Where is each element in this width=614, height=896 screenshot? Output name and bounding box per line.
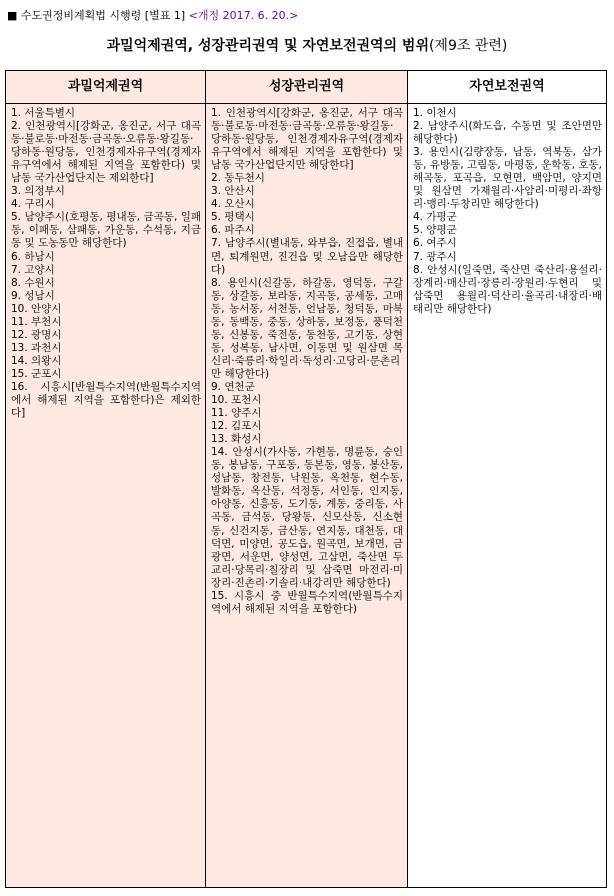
list-item: 11. 부천시 [11, 315, 62, 328]
square-bullet-icon: ■ [7, 9, 18, 22]
region-list [206, 104, 407, 616]
list-item: 7. 고양시 [11, 263, 55, 276]
title-article-ref: (제9조 관련) [428, 38, 508, 54]
list-item: 9. 성남시 [11, 289, 55, 302]
list-item: 12. 광명시 [11, 328, 62, 341]
column-heading: 성장관리권역 [206, 71, 407, 104]
column-nature-conservation [408, 71, 606, 887]
document-title [0, 36, 614, 56]
list-item: 4. 구리시 [11, 198, 55, 211]
list-item: 2. 인천광역시[강화군, 옹진군, 서구 대곡동·불로동·마전동·금곡동·오류동·왕길동·당하동·원당동, 인천경제자유구역(경제자유구역에서 해제된 지역을 포함한다) 및 남동 국가산업단지는 제외한다] [11, 120, 201, 185]
list-item: 1. 인천광역시[강화군, 옹진군, 서구 대곡동·불로동·마전동·금곡동·오류동·왕길동·당하동·원당동, 인천경제자유구역(경제자유구역에서 해제된 지역을 포함한다) 및 남동 국가산업단지만 해당한다] [211, 107, 403, 172]
list-item: 16. 시흥시[반월특수지역(반월특수지역에서 해제된 지역을 포함한다)은 제외한다] [11, 380, 201, 420]
list-item: 4. 가평군 [413, 211, 457, 224]
list-item: 3. 용인시(김량장동, 남동, 역북동, 삼가동, 유방동, 고림동, 마평동, 운학동, 호동, 해곡동, 포곡읍, 모현면, 백암면, 양지면 및 원삼면 가재월리·사암리·미평리·좌항리·맹리·두창리만 해당한다) [413, 146, 602, 211]
list-item: 6. 파주시 [211, 224, 255, 237]
list-item: 14. 안성시(가사동, 가현동, 명륜동, 숭인동, 봉남동, 구포동, 동본동, 영동, 봉산동, 성남동, 창전동, 낙원동, 옥천동, 현수동, 발화동, 옥산동, 석정동, 서인동, 인지동, 아양동, 신흥동, 도기동, 계동, 중리동, 사곡동, 금석동, 당왕동, 신모산동, 신소현동, 신건지동, 금산동, 연지동, 대천동, 대덕면, 미양면, 공도읍, 원곡면, 보개면, 금광면, 서운면, 양성면, 고삼면, 죽산면 두교리·당목리·칠장리 및 삼죽면 마전리·미장리·진촌리·기솔리·내강리만 해당한다) [211, 446, 403, 589]
list-item: 8. 용인시(신갈동, 하갈동, 영덕동, 구갈동, 상갈동, 보라동, 지곡동, 공세동, 고매동, 농서동, 서천동, 언남동, 청덕동, 마북동, 동백동, 중동, 상하동, 보정동, 풍덕천동, 신봉동, 죽전동, 동천동, 고기동, 상현동, 성복동, 남사면, 이동면 및 원삼면 목신리·죽릉리·학일리·독성리·고당리·문촌리만 해당한다) [211, 276, 403, 380]
list-item: 7. 광주시 [413, 250, 457, 263]
column-overcrowding-control [6, 71, 206, 887]
law-reference: 수도권정비계획법 시행령 [별표 1] [20, 9, 186, 22]
list-item: 12. 김포시 [211, 420, 262, 433]
list-item: 6. 여주시 [413, 237, 457, 250]
list-item: 13. 과천시 [11, 341, 62, 354]
list-item: 9. 연천군 [211, 380, 255, 393]
list-item: 1. 이천시 [413, 107, 457, 119]
title-main: 과밀억제권역, 성장관리권역 및 자연보전권역의 범위 [106, 38, 429, 54]
list-item: 4. 오산시 [211, 198, 255, 211]
list-item: 15. 군포시 [11, 367, 62, 380]
column-heading: 자연보전권역 [408, 71, 606, 104]
list-item: 15. 시흥시 중 반월특수지역(반월특수지역에서 해제된 지역을 포함한다) [211, 589, 403, 615]
list-item: 13. 화성시 [211, 433, 262, 446]
list-item: 3. 의정부시 [11, 185, 65, 198]
region-table [5, 70, 607, 888]
list-item: 5. 남양주시(호평동, 평내동, 금곡동, 일패동, 이패동, 삼패동, 가운동, 수석동, 지금동 및 도농동만 해당한다) [11, 211, 201, 250]
list-item: 7. 남양주시(별내동, 와부읍, 진접읍, 별내면, 퇴계원면, 진건읍 및 오남읍만 해당한다) [211, 237, 403, 276]
amendment-date: <개정 2017. 6. 20.> [188, 9, 299, 22]
list-item: 2. 남양주시(화도읍, 수동면 및 조안면만 해당한다) [413, 120, 602, 146]
region-list [6, 104, 205, 420]
list-item: 10. 포천시 [211, 394, 262, 407]
list-item: 8. 안성시(일죽면, 죽산면 죽산리·용설리·장계리·매산리·장릉리·장원리·두현리 및 삼죽면 용월리·덕산리·율곡리·내장리·배태리만 해당한다) [413, 263, 602, 315]
list-item: 3. 안산시 [211, 185, 255, 198]
list-item: 14. 의왕시 [11, 354, 62, 367]
list-item: 2. 동두천시 [211, 172, 265, 185]
region-list [408, 104, 606, 316]
list-item: 1. 서울특별시 [11, 107, 76, 119]
column-heading: 과밀억제권역 [6, 71, 205, 104]
page-header [7, 7, 607, 25]
list-item: 5. 양평군 [413, 224, 457, 237]
list-item: 11. 양주시 [211, 407, 262, 420]
list-item: 8. 수원시 [11, 276, 55, 289]
column-growth-management [206, 71, 408, 887]
list-item: 10. 안양시 [11, 302, 62, 315]
list-item: 6. 하남시 [11, 250, 55, 263]
list-item: 5. 평택시 [211, 211, 255, 224]
